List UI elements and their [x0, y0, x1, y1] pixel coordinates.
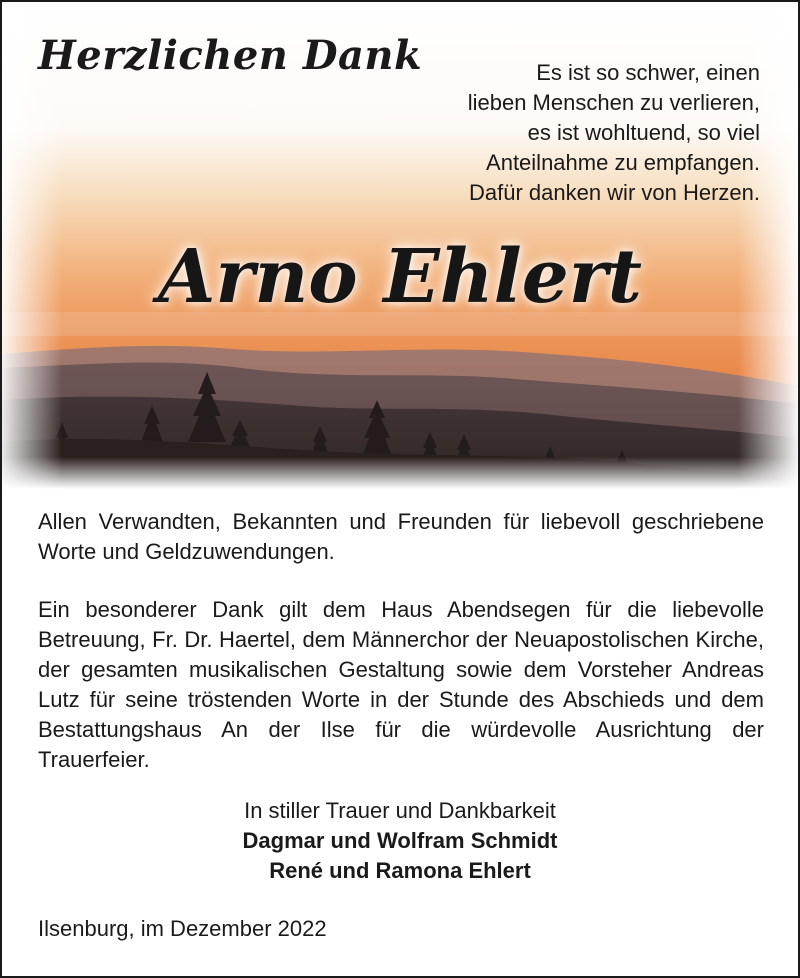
deceased-name: Arno Ehlert: [158, 234, 642, 320]
mourner-name: René und Ramona Ehlert: [269, 858, 531, 883]
header-title: Herzlichen Dank: [38, 32, 423, 79]
place-date: Ilsenburg, im Dezember 2022: [38, 916, 327, 941]
thanks-paragraph-2: Ein besonderer Dank gilt dem Haus Abendsegen für die liebevolle Betreuung, Fr. Dr. Haertel, dem Männerchor der Neuapostolischen Kirche, der gesamten musikalischen Gestaltung sowie dem Vorsteher Andreas Lutz für seine tröstenden Worte in der Stunde des Abschieds und dem Bestattungshaus An der Ilse für die würdevolle Ausrichtung der Trauerfeier.: [38, 597, 764, 772]
quote-line: lieben Menschen zu verlieren,: [467, 90, 760, 115]
closing-line: In stiller Trauer und Dankbarkeit: [244, 798, 556, 823]
quote-line: Dafür danken wir von Herzen.: [468, 180, 760, 205]
quote-line: es ist wohltuend, so viel: [527, 120, 760, 145]
closing-block: [2, 796, 798, 886]
quote-line: Es ist so schwer, einen: [536, 60, 760, 85]
quote-line: Anteilnahme zu empfangen.: [486, 150, 760, 175]
condolence-quote: [468, 58, 760, 208]
thanks-paragraph-1: Allen Verwandten, Bekannten und Freunden für liebevoll geschriebene Worte und Geldzuwendungen.: [38, 509, 764, 564]
mourner-name: Dagmar und Wolfram Schmidt: [242, 828, 558, 853]
